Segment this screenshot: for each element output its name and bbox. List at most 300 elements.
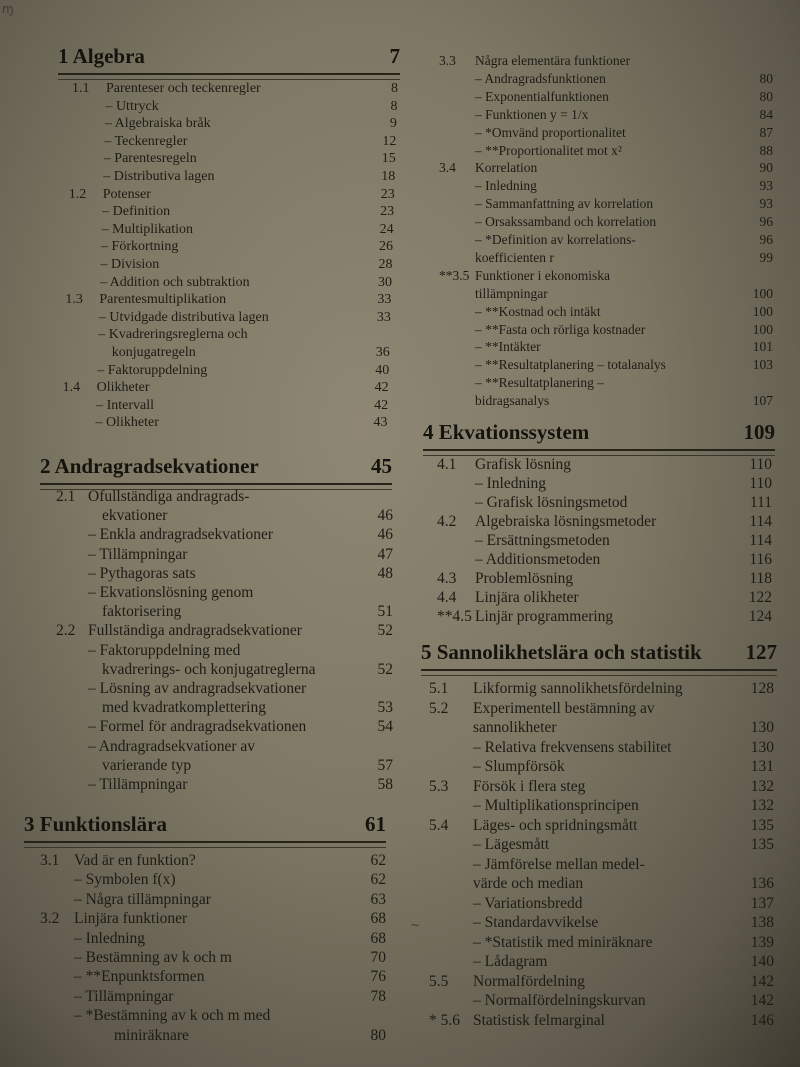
section-page: 47 (377, 545, 393, 563)
section-page: 101 (752, 339, 773, 355)
chapter-page: 127 (745, 640, 777, 664)
section-page: 118 (749, 570, 772, 587)
toc-entry (71, 98, 397, 116)
section-page: 33 (376, 309, 391, 325)
chapter-page: 61 (365, 812, 386, 836)
section-title: – Inledning (74, 929, 146, 947)
section-title: Läges- och spridningsmått (473, 816, 638, 834)
chapter-1-heading (58, 44, 400, 69)
toc-entry (437, 513, 772, 531)
section-page: 8 (390, 98, 398, 114)
chapter-page: 7 (389, 44, 400, 68)
section-title: – Grafisk lösningsmetod (475, 494, 628, 511)
corner-mark: ɱ (2, 2, 14, 16)
toc-entry (69, 168, 395, 186)
toc-entry (68, 203, 394, 221)
toc-entry (429, 1012, 774, 1030)
section-title: – Andragradsekvationer av (88, 737, 255, 755)
toc-entry (439, 177, 773, 195)
section-page: 96 (759, 214, 773, 230)
toc-entry (439, 106, 773, 124)
section-title: – Teckenregler (104, 133, 188, 149)
section-page: 68 (370, 910, 386, 928)
section-page: 90 (759, 160, 773, 176)
section-title: – Standardavvikelse (473, 914, 599, 931)
section-title: – Definition (102, 204, 171, 220)
section-title: – Addition och subtraktion (99, 274, 250, 290)
section-page: 142 (750, 992, 774, 1009)
toc-entry (429, 836, 774, 854)
section-title: – Faktoruppdelning med (88, 641, 241, 659)
section-page: 84 (759, 106, 773, 122)
section-number: 3.4 (439, 160, 456, 176)
toc-entry (69, 186, 395, 204)
section-title: – Algebraiska bråk (104, 116, 211, 132)
toc-entry (437, 532, 772, 550)
toc-entry (63, 362, 389, 380)
section-number: 5.5 (429, 972, 449, 990)
toc-entry (56, 699, 393, 717)
section-title: – **Fasta och rörliga kostnader (475, 321, 646, 337)
section-page: 96 (759, 232, 773, 247)
section-title: – **Proportionalitet mot x² (475, 142, 622, 158)
toc-entry (40, 1027, 386, 1045)
section-page: 137 (750, 894, 774, 912)
section-title: – Uttryck (105, 98, 159, 114)
section-page: 52 (377, 660, 393, 678)
section-page: 52 (377, 622, 393, 640)
toc-entry (56, 507, 393, 525)
section-page: 26 (379, 239, 394, 255)
section-page: 140 (750, 953, 774, 970)
toc-entry (439, 338, 773, 356)
section-page: 88 (759, 142, 773, 158)
section-title: – Jämförelse mellan medel- (473, 855, 645, 873)
section-title: bidragsanalys (475, 393, 550, 409)
section-number: * 5.6 (429, 1011, 460, 1029)
toc-entry (437, 589, 772, 607)
section-title: – Inledning (475, 178, 537, 194)
toc-entry (439, 88, 773, 106)
toc-entry (40, 988, 386, 1006)
section-title: – Funktionen y = 1/x (475, 106, 589, 122)
section-title: varierande typ (102, 756, 192, 774)
toc-entry (437, 570, 772, 588)
section-title: – **Kostnad och intäkt (475, 303, 601, 319)
section-title: med kvadratkomplettering (102, 699, 266, 717)
section-page: 68 (370, 929, 386, 947)
section-title: – Enkla andragradsekvationer (88, 526, 274, 544)
toc-entry (429, 739, 774, 757)
chapter-5-heading (421, 640, 777, 665)
section-title: – *Statistik med miniräknare (473, 933, 653, 951)
section-page: 100 (752, 321, 773, 337)
toc-entry (437, 475, 772, 493)
section-page: 78 (370, 987, 386, 1005)
toc-entry (56, 488, 393, 506)
section-title: – Relativa frekvensens stabilitet (473, 738, 672, 756)
section-title: Ofullständiga andragrads- (88, 488, 250, 505)
section-page: 70 (370, 949, 386, 966)
section-page: 23 (380, 204, 395, 220)
toc-entry (62, 397, 388, 415)
toc-entry (439, 303, 773, 321)
toc-entry (429, 758, 774, 776)
toc-entry (439, 374, 773, 392)
toc-entry (71, 115, 397, 133)
toc-entry (429, 719, 774, 737)
section-title: – Sammanfattning av korrelation (475, 196, 654, 212)
toc-entry (429, 778, 774, 796)
section-page: 23 (380, 186, 395, 202)
toc-entry (429, 934, 774, 952)
section-page: 130 (750, 719, 774, 736)
section-title: miniräknare (114, 1026, 189, 1044)
section-page: 87 (759, 124, 773, 140)
section-title: – Symbolen f(x) (74, 871, 176, 889)
section-title: – **Resultatplanering – totalanalys (475, 357, 666, 373)
section-page: 80 (759, 88, 773, 104)
toc-entry (63, 379, 389, 397)
section-number: 4.2 (437, 513, 457, 530)
toc-entry (439, 356, 773, 374)
section-title: – Utvidgade distributiva lagen (98, 309, 269, 325)
toc-entry (429, 817, 774, 835)
toc-entry (439, 159, 773, 177)
section-number: **3.5 (439, 267, 470, 283)
toc-entry (429, 856, 774, 874)
section-page: 58 (377, 776, 393, 793)
section-title: – Additionsmetoden (475, 551, 601, 568)
section-number: 1.2 (68, 186, 87, 202)
section-page: 132 (750, 797, 774, 814)
section-page: 76 (370, 968, 386, 986)
section-title: Potenser (102, 186, 151, 202)
section-page: 93 (759, 196, 773, 212)
section-title: – Intervall (96, 397, 155, 413)
toc-entry (439, 249, 773, 267)
section-title: Några elementära funktioner (475, 53, 631, 68)
section-title: – Exponentialfunktionen (475, 88, 609, 104)
toc-entry (439, 142, 773, 160)
section-page: 124 (748, 608, 772, 625)
toc-entry (67, 238, 393, 256)
section-title: Grafisk lösning (475, 456, 572, 473)
section-page: 46 (377, 507, 393, 525)
section-page: 136 (750, 875, 774, 892)
toc-entry (40, 949, 386, 967)
section-title: – **Resultatplanering – (475, 375, 604, 391)
section-page: 107 (752, 393, 773, 409)
section-title: – Orsakssamband och korrelation (475, 214, 657, 230)
section-title: Linjära funktioner (74, 910, 188, 928)
toc-entry (56, 776, 393, 794)
toc-entry (56, 680, 393, 698)
section-title: – *Definition av korrelations- (475, 232, 636, 247)
section-page: 132 (750, 777, 774, 795)
section-title: – Tillämpningar (74, 987, 174, 1005)
section-number: 3.3 (439, 53, 456, 68)
section-title: – Bestämning av k och m (74, 949, 232, 966)
section-page: 111 (749, 494, 772, 511)
section-page: 9 (389, 116, 397, 132)
toc-entry (437, 456, 772, 474)
section-title: Olikheter (96, 380, 150, 396)
section-page: 18 (381, 169, 396, 184)
section-title: – Lådagram (473, 953, 548, 970)
section-title: – Kvadreringsreglerna och (98, 327, 248, 343)
toc-entry (429, 973, 774, 991)
section-page: 80 (370, 1026, 386, 1044)
section-number: 4.3 (437, 570, 457, 587)
toc-entry (62, 414, 388, 432)
chapter-3-heading (24, 812, 386, 837)
section-title: Likformig sannolikhetsfördelning (473, 680, 683, 697)
toc-entry (429, 914, 774, 932)
section-page: 36 (375, 345, 390, 360)
section-title: – Slumpförsök (473, 758, 565, 775)
section-title: – Olikheter (95, 415, 159, 431)
section-page: 80 (759, 70, 773, 86)
section-page: 135 (750, 816, 774, 834)
section-page: 114 (749, 513, 772, 530)
section-page: 146 (750, 1011, 774, 1029)
section-title: – Andragradsfunktionen (475, 70, 606, 86)
section-page: 103 (752, 357, 773, 373)
section-title: – Tillämpningar (88, 776, 188, 793)
toc-entry (72, 80, 398, 98)
section-page: 100 (752, 303, 773, 319)
toc-entry (70, 150, 396, 168)
toc-entry (40, 871, 386, 889)
section-page: 28 (378, 257, 393, 272)
section-title: – Tillämpningar (88, 545, 188, 563)
toc-entry (40, 891, 386, 909)
toc-entry (68, 221, 394, 239)
section-page: 62 (370, 871, 386, 889)
section-title: – **Enpunktsformen (74, 968, 205, 986)
section-title: – **Intäkter (475, 339, 541, 355)
section-title: Parentesmultiplikation (99, 292, 227, 308)
section-title: ekvationer (102, 507, 168, 525)
toc-entry (429, 797, 774, 815)
section-title: Experimentell bestämning av (473, 699, 655, 717)
section-title: Fullständiga andragradsekvationer (88, 622, 302, 640)
toc-entry (439, 267, 773, 285)
toc-entry (429, 700, 774, 718)
section-title: Vad är en funktion? (74, 852, 196, 869)
toc-entry (56, 584, 393, 602)
toc-entry (56, 546, 393, 564)
section-title: Statistisk felmarginal (473, 1011, 605, 1029)
section-page: 138 (750, 914, 774, 931)
section-title: – *Bestämning av k och m med (74, 1007, 271, 1025)
toc-entry (56, 603, 393, 621)
section-page: 110 (749, 456, 772, 473)
section-title: Linjär programmering (475, 608, 614, 625)
chapter-page: 45 (371, 454, 392, 478)
section-page: 93 (759, 178, 773, 194)
section-title: Korrelation (475, 160, 538, 176)
section-page: 131 (750, 758, 774, 775)
section-title: sannolikheter (473, 719, 557, 736)
section-number: 1.4 (62, 380, 81, 396)
toc-entry (56, 565, 393, 583)
section-page: 122 (748, 589, 772, 606)
section-title: – *Omvänd proportionalitet (475, 124, 626, 140)
section-page: 53 (377, 699, 393, 717)
section-number: 5.1 (429, 680, 449, 697)
toc-entry (439, 321, 773, 339)
section-page: 114 (749, 532, 772, 549)
section-title: – Pythagoras sats (88, 564, 196, 582)
toc-entry (439, 195, 773, 213)
chapter-title: 1 Algebra (58, 44, 145, 68)
section-title: Linjära olikheter (475, 589, 579, 606)
section-title: – Faktoruppdelning (97, 362, 208, 378)
section-title: – Normalfördelningskurvan (473, 992, 646, 1009)
toc-entry (437, 494, 772, 512)
toc-entry (437, 608, 772, 626)
toc-entry (40, 968, 386, 986)
toc-entry (429, 680, 774, 698)
toc-entry (56, 661, 393, 679)
section-page: 40 (375, 362, 390, 378)
toc-entry (64, 344, 390, 362)
toc-entry (64, 326, 390, 344)
section-page: 57 (377, 756, 393, 774)
toc-entry (429, 875, 774, 893)
toc-entry (439, 213, 773, 231)
section-page: 24 (379, 221, 394, 237)
toc-entry (439, 231, 773, 249)
toc-entry (40, 910, 386, 928)
section-number: 1.1 (72, 81, 90, 96)
section-number: 3.1 (40, 852, 60, 869)
section-page: 130 (750, 738, 774, 756)
section-title: – Multiplikation (101, 221, 193, 237)
toc-entry (65, 291, 391, 309)
section-title: – Variationsbredd (473, 894, 583, 912)
section-page: 100 (752, 285, 773, 301)
toc-entry (56, 622, 393, 640)
section-page: 30 (377, 274, 392, 290)
toc-entry (56, 757, 393, 775)
toc-entry (439, 70, 773, 88)
toc-entry (56, 738, 393, 756)
section-number: 5.3 (429, 777, 449, 795)
section-title: – Division (100, 257, 160, 272)
section-page: 33 (377, 292, 392, 308)
section-page: 116 (749, 551, 772, 568)
section-page: 139 (750, 933, 774, 951)
section-page: 8 (391, 81, 398, 96)
section-page: 62 (370, 852, 386, 869)
toc-entry (439, 124, 773, 142)
section-title: – Inledning (475, 475, 547, 492)
toc-entry (439, 285, 773, 303)
section-title: – Formel för andragradsekvationen (88, 718, 307, 736)
section-number: 4.1 (437, 456, 457, 473)
chapter-title: 5 Sannolikhetslära och statistik (421, 640, 702, 664)
toc-entry (437, 551, 772, 569)
section-title: Parenteser och teckenregler (106, 81, 261, 96)
section-title: – Förkortning (101, 239, 179, 255)
section-number: 5.2 (429, 699, 449, 717)
section-page: 42 (374, 380, 389, 396)
toc-entry (65, 309, 391, 327)
section-title: kvadrerings- och konjugatreglerna (102, 660, 316, 678)
section-number: 2.1 (56, 488, 76, 505)
section-title: koefficienten r (475, 249, 554, 265)
section-page: 99 (759, 249, 773, 265)
section-number: 2.2 (56, 622, 76, 640)
section-title: – Distributiva lagen (103, 169, 215, 184)
toc-entry (429, 895, 774, 913)
section-number: 1.3 (65, 292, 83, 308)
section-title: tillämpningar (475, 285, 548, 301)
toc-entry (40, 930, 386, 948)
section-title: – Multiplikationsprincipen (473, 797, 639, 814)
chapter-4-heading (423, 420, 775, 445)
section-number: 3.2 (40, 910, 60, 928)
section-page: 135 (750, 836, 774, 853)
section-title: Försök i flera steg (473, 777, 586, 795)
toc-entry (40, 1007, 386, 1025)
section-page: 110 (749, 475, 772, 492)
section-page: 15 (381, 151, 396, 167)
chapter-title: 2 Andragradsekvationer (40, 454, 259, 478)
toc-entry (56, 526, 393, 544)
toc-entry (56, 718, 393, 736)
toc-entry (66, 274, 392, 292)
section-page: 43 (373, 415, 388, 431)
chapter-title: 3 Funktionslära (24, 812, 167, 836)
chapter-2-heading (40, 454, 392, 479)
section-title: – Parentesregeln (103, 151, 197, 167)
chapter-page: 109 (743, 420, 775, 444)
toc-entry (439, 392, 773, 410)
section-page: 12 (382, 133, 397, 149)
toc-entry (439, 52, 773, 70)
section-title: – Ekvationslösning genom (88, 584, 254, 601)
section-title: – Ersättningsmetoden (475, 532, 610, 549)
toc-entry (429, 992, 774, 1010)
toc-entry (70, 133, 396, 151)
section-page: 128 (750, 680, 774, 697)
section-title: faktorisering (102, 603, 182, 621)
section-page: 142 (750, 972, 774, 990)
section-title: Algebraiska lösningsmetoder (475, 513, 657, 530)
handwritten-note: ~ (410, 918, 421, 932)
section-title: Funktioner i ekonomiska (475, 267, 610, 283)
section-title: Problemlösning (475, 570, 574, 587)
section-page: 54 (377, 718, 393, 736)
section-page: 51 (377, 603, 393, 621)
section-number: 4.4 (437, 589, 457, 606)
section-page: 42 (374, 397, 389, 413)
section-title: – Lägesmått (473, 836, 550, 853)
toc-entry (56, 642, 393, 660)
toc-entry (67, 256, 393, 274)
section-title: konjugatregeln (111, 345, 196, 360)
toc-entry (40, 852, 386, 870)
chapter-title: 4 Ekvationssystem (423, 420, 590, 444)
section-title: värde och median (473, 875, 584, 892)
toc-entry (429, 953, 774, 971)
section-number: **4.5 (437, 608, 472, 625)
section-number: 5.4 (429, 816, 449, 834)
